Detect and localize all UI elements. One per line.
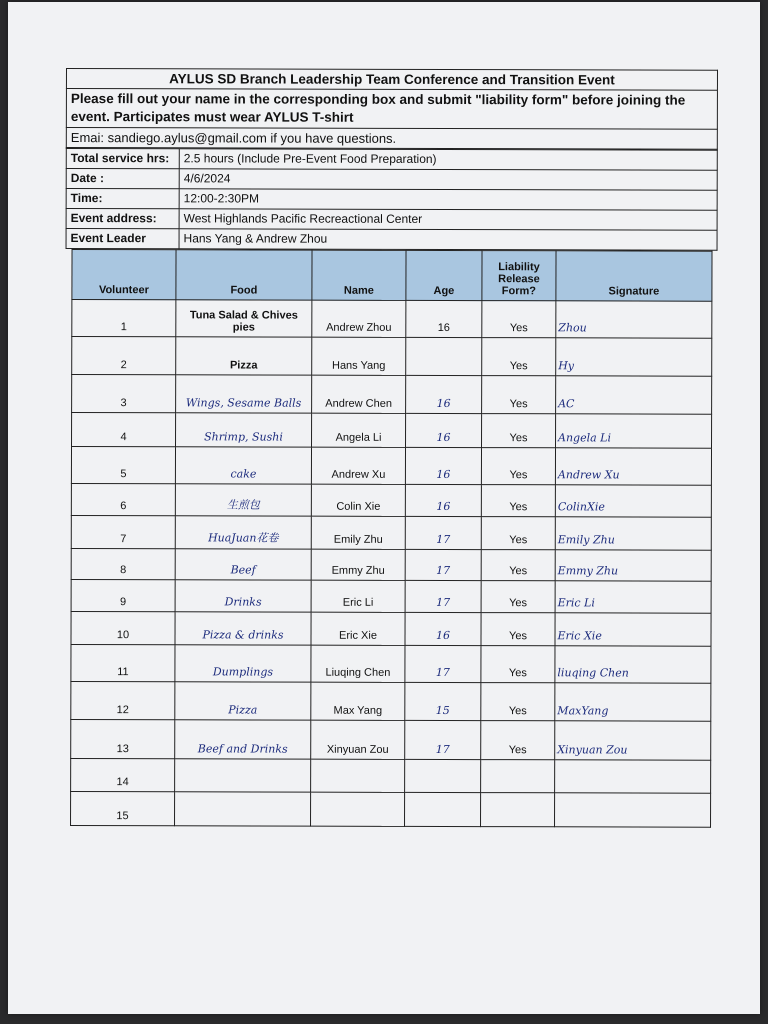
- name-cell: Liuqing Chen: [311, 645, 405, 682]
- signature-cell: Andrew Xu: [555, 448, 711, 485]
- liability-form-cell: Yes: [482, 301, 556, 338]
- signup-form: [64, 68, 718, 828]
- volunteer-number-cell: 5: [71, 447, 175, 484]
- signature-cell: MaxYang: [555, 683, 711, 721]
- signature-cell: ColinXie: [555, 485, 711, 517]
- food-cell: cake: [175, 447, 311, 484]
- volunteer-number-cell: 4: [72, 413, 176, 447]
- table-row: [72, 300, 712, 339]
- age-cell: 17: [405, 720, 481, 759]
- signature-cell: Hy: [556, 338, 712, 376]
- info-value: West Highlands Pacific Recreactional Center: [179, 209, 717, 230]
- info-value: 4/6/2024: [179, 169, 717, 190]
- info-value: 12:00-2:30PM: [179, 189, 717, 210]
- food-cell: Pizza: [175, 682, 311, 720]
- volunteer-number-cell: 10: [71, 612, 175, 645]
- liability-form-cell: Yes: [481, 517, 555, 550]
- volunteer-number-cell: 14: [71, 759, 175, 792]
- food-cell: HuaJuan花卷: [175, 516, 311, 549]
- info-value: Hans Yang & Andrew Zhou: [179, 229, 717, 250]
- name-cell: Hans Yang: [312, 337, 406, 375]
- age-cell: 16: [405, 612, 481, 645]
- liability-form-cell: Yes: [481, 613, 555, 646]
- liability-form-cell: Yes: [481, 485, 555, 517]
- volunteer-table: [70, 249, 713, 828]
- signature-cell: Zhou: [556, 301, 712, 338]
- volunteer-number-cell: 12: [71, 682, 175, 720]
- food-cell: Beef: [175, 549, 311, 580]
- name-cell: Andrew Xu: [311, 447, 405, 484]
- col-header-liability: Liability Release Form?: [482, 251, 556, 301]
- liability-form-cell: Yes: [482, 414, 556, 448]
- signature-cell: [555, 760, 711, 793]
- liability-form-cell: Yes: [481, 646, 555, 683]
- age-cell: [406, 337, 482, 375]
- liability-form-cell: Yes: [482, 376, 556, 414]
- paper-sheet: [8, 2, 760, 1014]
- event-info-table: [66, 148, 718, 251]
- info-row-time: [66, 189, 717, 211]
- info-label: Date :: [66, 169, 179, 189]
- volunteer-number-cell: 7: [71, 516, 175, 549]
- table-row: [71, 792, 711, 828]
- name-cell: Emily Zhu: [311, 516, 405, 549]
- name-cell: Colin Xie: [311, 484, 405, 516]
- signature-cell: Eric Li: [555, 581, 711, 613]
- food-cell: [175, 792, 311, 826]
- table-row: [71, 759, 711, 794]
- volunteer-number-cell: 6: [71, 484, 175, 516]
- info-label: Event address:: [66, 209, 179, 229]
- volunteer-table-header: [72, 250, 712, 302]
- age-cell: 16: [406, 375, 482, 413]
- table-row: [72, 337, 712, 377]
- name-cell: [311, 759, 405, 792]
- age-cell: 17: [405, 645, 481, 682]
- table-row: [71, 645, 711, 684]
- name-cell: Eric Xie: [311, 612, 405, 645]
- age-cell: 16: [406, 300, 482, 337]
- food-cell: Drinks: [175, 580, 311, 612]
- liability-form-cell: Yes: [481, 721, 555, 760]
- contact-email: Emai: sandiego.aylus@gmail.com if you have questions.: [66, 128, 717, 150]
- name-cell: [311, 792, 405, 826]
- signature-cell: Emily Zhu: [555, 517, 711, 550]
- age-cell: [405, 792, 481, 826]
- info-value: 2.5 hours (Include Pre-Event Food Preparation): [179, 149, 717, 170]
- table-row: [71, 516, 711, 551]
- col-header-food: Food: [176, 250, 312, 300]
- food-cell: [175, 759, 311, 792]
- liability-form-cell: [481, 793, 555, 827]
- liability-form-cell: Yes: [481, 550, 555, 581]
- info-label: Total service hrs:: [66, 149, 179, 169]
- food-cell: Shrimp, Sushi: [176, 413, 312, 447]
- age-cell: 16: [406, 413, 482, 447]
- food-cell: Beef and Drinks: [175, 720, 311, 759]
- table-row: [71, 580, 711, 614]
- name-cell: Eric Li: [311, 580, 405, 612]
- volunteer-number-cell: 8: [71, 549, 175, 580]
- name-cell: Andrew Zhou: [312, 300, 406, 337]
- table-row: [71, 549, 711, 582]
- age-cell: 17: [405, 516, 481, 549]
- col-header-name: Name: [312, 250, 406, 300]
- signature-cell: liuqing Chen: [555, 646, 711, 683]
- col-header-signature: Signature: [556, 251, 712, 301]
- table-row: [71, 682, 711, 722]
- name-cell: Angela Li: [312, 413, 406, 447]
- signature-cell: [555, 793, 711, 827]
- table-row: [71, 447, 711, 486]
- liability-form-cell: Yes: [481, 581, 555, 613]
- liability-form-cell: [481, 760, 555, 793]
- table-row: [72, 413, 712, 449]
- age-cell: 15: [405, 682, 481, 720]
- volunteer-number-cell: 13: [71, 720, 175, 759]
- age-cell: 16: [405, 484, 481, 516]
- liability-form-cell: Yes: [482, 338, 556, 376]
- food-cell: Wings, Sesame Balls: [176, 375, 312, 413]
- signature-cell: AC: [556, 376, 712, 414]
- liability-form-cell: Yes: [481, 448, 555, 485]
- volunteer-number-cell: 9: [71, 580, 175, 612]
- volunteer-number-cell: 2: [72, 337, 176, 375]
- event-title: AYLUS SD Branch Leadership Team Conference and Transition Event: [66, 69, 717, 91]
- info-label: Event Leader: [66, 229, 179, 249]
- info-row-address: [66, 209, 717, 231]
- instructions: Please fill out your name in the corresponding box and submit "liability form" before joining the event. Participates must wear AYLUS T-shirt: [66, 89, 717, 130]
- food-cell: Tuna Salad & Chives pies: [176, 300, 312, 337]
- food-cell: Pizza & drinks: [175, 612, 311, 645]
- volunteer-number-cell: 3: [72, 375, 176, 413]
- info-row-service-hrs: [66, 149, 717, 171]
- signature-cell: Xinyuan Zou: [555, 721, 711, 760]
- table-row: [72, 375, 712, 415]
- age-cell: 17: [405, 580, 481, 612]
- name-cell: Emmy Zhu: [311, 549, 405, 580]
- liability-form-cell: Yes: [481, 683, 555, 721]
- info-row-date: [66, 169, 717, 191]
- food-cell: Pizza: [176, 337, 312, 375]
- col-header-age: Age: [406, 250, 482, 300]
- food-cell: Dumplings: [175, 645, 311, 682]
- info-row-leader: [66, 229, 717, 251]
- age-cell: [405, 759, 481, 792]
- food-cell: 生煎包: [175, 484, 311, 516]
- table-row: [71, 720, 711, 761]
- name-cell: Max Yang: [311, 682, 405, 720]
- age-cell: 16: [405, 447, 481, 484]
- signature-cell: Angela Li: [556, 414, 712, 448]
- table-row: [71, 484, 711, 518]
- col-header-volunteer: Volunteer: [72, 250, 176, 300]
- name-cell: Xinyuan Zou: [311, 720, 405, 759]
- signature-cell: Eric Xie: [555, 613, 711, 646]
- volunteer-number-cell: 15: [71, 792, 175, 826]
- info-label: Time:: [66, 189, 179, 209]
- name-cell: Andrew Chen: [312, 375, 406, 413]
- event-header-table: [66, 68, 718, 150]
- volunteer-number-cell: 1: [72, 300, 176, 337]
- signature-cell: Emmy Zhu: [555, 550, 711, 581]
- table-row: [71, 612, 711, 647]
- age-cell: 17: [405, 549, 481, 580]
- volunteer-number-cell: 11: [71, 645, 175, 682]
